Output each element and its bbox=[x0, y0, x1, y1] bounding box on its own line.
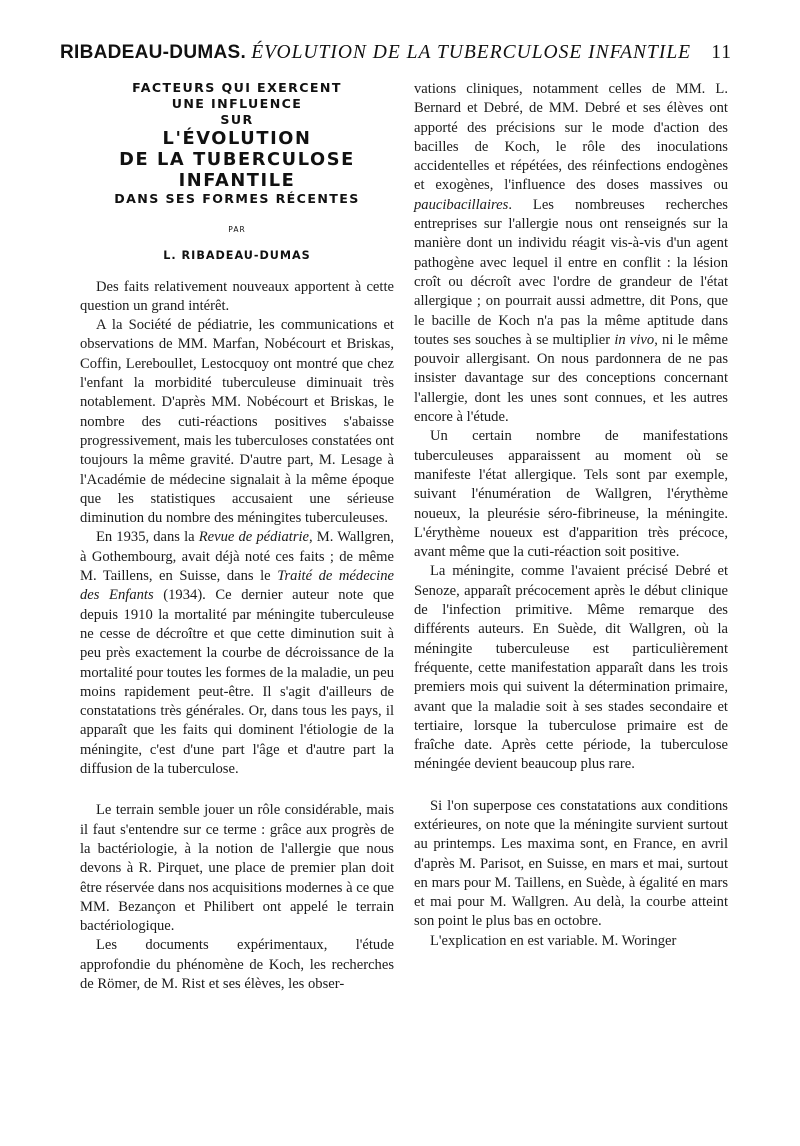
header-par: PAR bbox=[228, 225, 246, 234]
paragraph: Le terrain semble jouer un rôle considérable, mais il faut s'entendre sur ce terme : grâce aux progrès de la bactériologie, à la notion de l'allergie que nous devons à R. Pirquet, une place de premier plan doit être réservée dans nos acquisitions modernes à ce que MM. Bezançon et Philibert ont appelé le terrain bactériologique. bbox=[80, 802, 394, 935]
article-header bbox=[80, 80, 394, 266]
page-number: 11 bbox=[711, 42, 732, 63]
text-run: , M. Wallgren, à Gothembourg, avait déjà noté ces faits ; de même M. Taillens, en Suisse, dans le bbox=[80, 529, 395, 585]
paragraph: La méningite, comme l'avaient précisé Debré et Senoze, apparaît précocement après le début clinique de l'infection primitive. Même remarque des différents auteurs. En Suède, dit Wallgren, où la méningite tuberculeuse est particulièrement fréquente, cette manifestation apparaît dans les trois premiers mois qui suivent la détermination primaire, avant que la maladie soit à ses stades secondaire et tertiaire, lorsque la tuberculose primaire est de fraîche date. Après cette période, la tuberculose méningée devient beaucoup plus rare. bbox=[414, 563, 728, 773]
text-run: , ni le même pouvoir allergisant. On nous pardonnera de ne pas insister davantage sur des conceptions concernant l'allergie, dont les unes sont connues, et les autres encore à l'étude. bbox=[414, 331, 728, 426]
paragraph bbox=[80, 528, 394, 779]
text-run: (1934). Ce dernier auteur note que depuis 1910 la mortalité par méningite tuberculeuse ne cesse de décroître et que cette diminution suit à peu près exactement la courbe de décroissance de la mortalité pour toutes les formes de la maladie, un peu moins rapidement peut-être. Il s'agit d'ailleurs de constatations très générales. Or, dans tous les pays, il apparaît que les faits qui dominent l'étiologie de la méningite, c'est d'une part l'âge et d'autre part la diffusion de la tuberculose. bbox=[80, 587, 395, 778]
article-title-2: DE LA TUBERCULOSE bbox=[119, 149, 355, 170]
journal-title: Revue de pédiatrie bbox=[198, 529, 310, 546]
paragraph: Un certain nombre de manifestations tuberculeuses apparaissent au moment où se manifeste l'état allergique. Tels sont par exemple, suivant l'énumération de Wallgren, l'érythème noueux, la pleurésie séro-fibrineuse, la méningite. L'érythème noueux est d'apparition très précoce, avant même que la cuti-réaction soit positive. bbox=[414, 428, 728, 561]
text-run: En 1935, dans la bbox=[96, 529, 195, 546]
book-title: Traité de médecine des Enfants bbox=[80, 568, 394, 604]
italic-term: in vivo bbox=[614, 331, 655, 348]
paragraph: A la Société de pédiatrie, les communications et observations de MM. Marfan, Nobécourt et Briskas, Coffin, Lereboullet, Lestocquoy ont montré que chez l'enfant la morbidité tuberculeuse diminuait très notablement. D'après MM. Nobécourt et Briskas, le nombre des cuti-réactions positives s'abaisse progressivement, mais les tuberculoses constatées ont toujours la même gravité. D'autre part, M. Lesage à l'Académie de médecine signalait à la même époque que les statistiques accusaient une sérieuse diminution du nombre des méningites tuberculeuses. bbox=[80, 317, 394, 527]
header-line-2: UNE INFLUENCE bbox=[171, 96, 303, 111]
text-run: . Les nombreuses recherches entreprises sur l'allergie nous ont renseignés sur la manière dont un individu réagit vis-à-vis d'un agent pathogène avec lequel il entre en conflit : la lésion croît ou décroît avec l'ordre de grandeur de l'état allergique ; on pourrait aussi admettre, dit Pons, que le bacille de Koch n'a pas la même aptitude dans toutes ses souches à se multiplier bbox=[414, 196, 728, 348]
header-line-1: FACTEURS QUI EXERCENT bbox=[132, 80, 342, 95]
header-line-4: DANS SES FORMES RÉCENTES bbox=[114, 191, 360, 206]
left-column bbox=[80, 80, 394, 994]
article-author: L. RIBADEAU-DUMAS bbox=[163, 249, 311, 263]
text-run: vations cliniques, notamment celles de MM. L. Bernard et Debré, de MM. Debré et ses élèves ont apporté des précisions sur le mode d'action des bacilles de Koch, le rôle des inoculations accidentelles et répétées, des réinfections endogènes et exogènes, l'influence des doses massives ou bbox=[414, 81, 728, 194]
article-title-3: INFANTILE bbox=[178, 170, 296, 191]
running-head bbox=[60, 42, 732, 64]
running-head-author: RIBADEAU-DUMAS. bbox=[60, 42, 247, 63]
paragraph: Les documents expérimentaux, l'étude approfondie du phénomène de Koch, les recherches de Römer, de M. Rist et ses élèves, les obser- bbox=[80, 937, 394, 992]
header-line-3: SUR bbox=[220, 112, 254, 127]
paragraph: Si l'on superpose ces constatations aux conditions extérieures, on note que la méningite survient surtout au printemps. Les maxima sont, en France, en avril d'après M. Parisot, en Suisse, en mars et mai, surtout en mars pour M. Taillens, en Suède, à égalité en mars et mai pour M. Wallgren. Au delà, la courbe atteint son point le plus bas en octobre. bbox=[414, 797, 728, 930]
paragraph bbox=[414, 80, 728, 427]
running-head-title: ÉVOLUTION DE LA TUBERCULOSE INFANTILE bbox=[251, 42, 692, 63]
paragraph: L'explication en est variable. M. Woringer bbox=[430, 932, 677, 949]
article-title-1: L'ÉVOLUTION bbox=[162, 128, 312, 149]
paragraph: Des faits relativement nouveaux apportent à cette question un grand intérêt. bbox=[80, 278, 394, 314]
italic-term: paucibacillaires bbox=[414, 196, 509, 213]
right-column bbox=[414, 80, 728, 951]
